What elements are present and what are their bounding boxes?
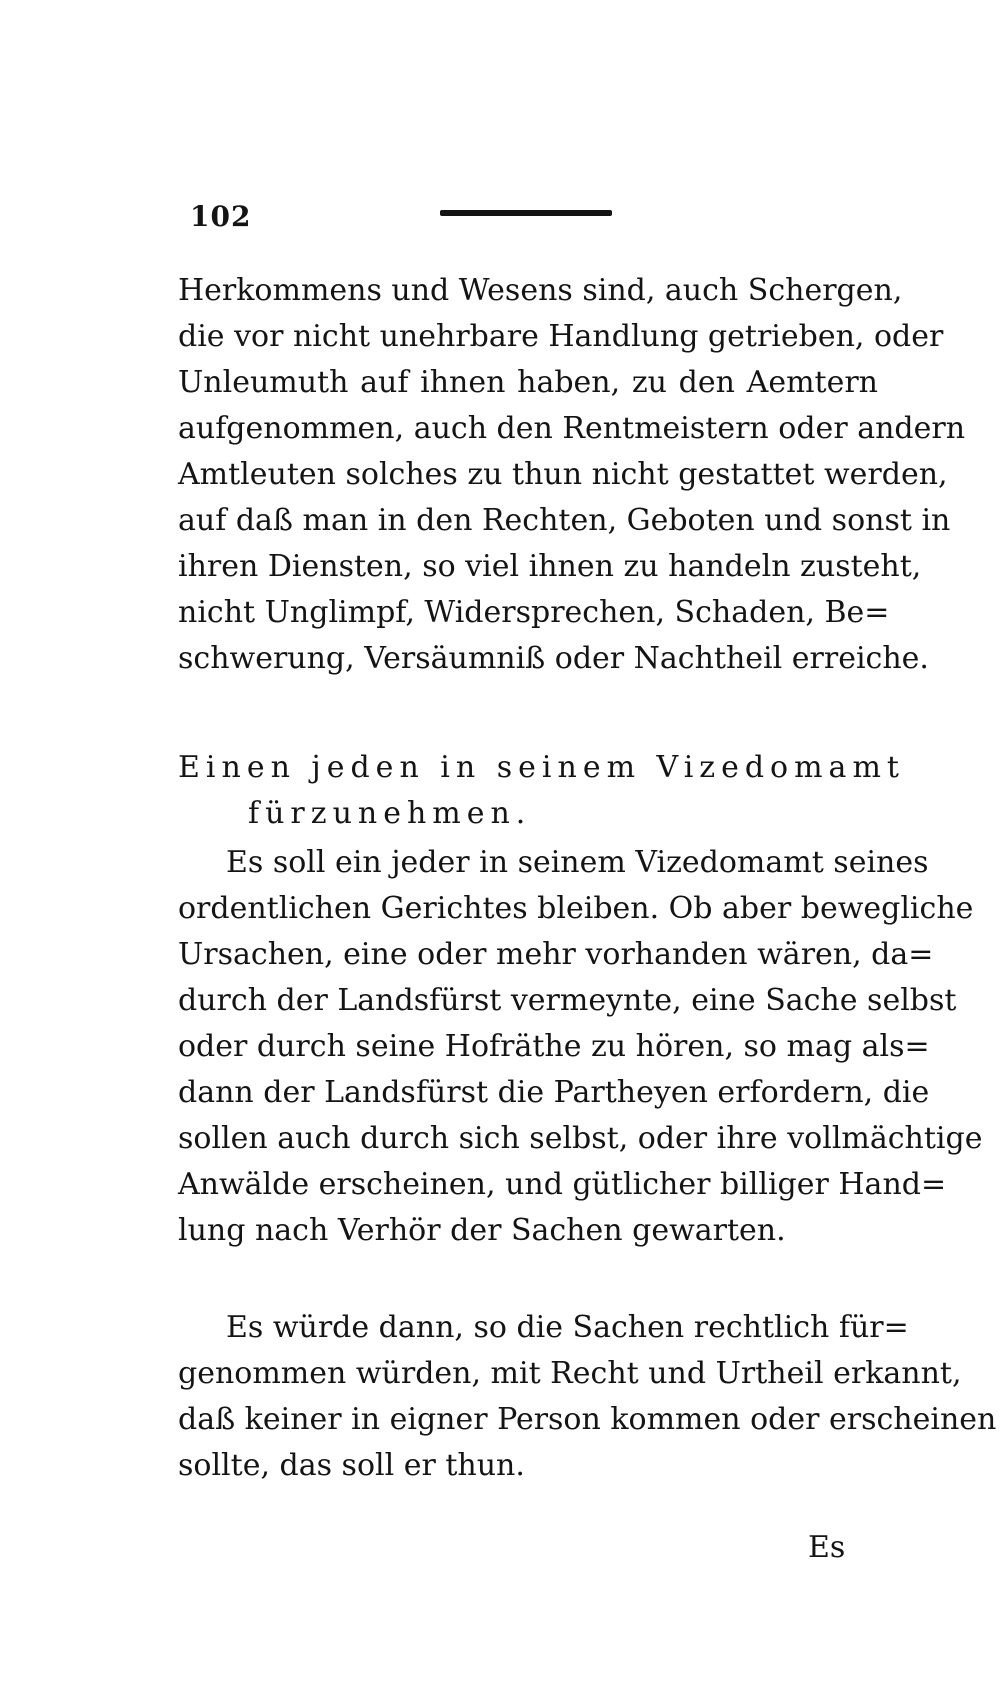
page-number: 102: [190, 200, 252, 233]
text-line: daß keiner in eigner Person kommen oder erscheinen: [178, 1402, 997, 1437]
text-line: auf daß man in den Rechten, Geboten und sonst in: [178, 503, 951, 538]
text-line: oder durch seine Hofräthe zu hören, so mag als=: [178, 1029, 930, 1064]
text-line: sollen auch durch sich selbst, oder ihre vollmächtige: [178, 1121, 983, 1156]
text-line: Es würde dann, so die Sachen rechtlich für=: [226, 1310, 909, 1345]
paragraph-2: [178, 840, 983, 1254]
text-line: dann der Landsfürst die Partheyen erfordern, die: [178, 1075, 930, 1110]
text-line: sollte, das soll er thun.: [178, 1448, 525, 1483]
header-rule: [440, 210, 612, 216]
text-line: Anwälde erscheinen, und gütlicher billiger Hand=: [178, 1167, 947, 1202]
text-line: aufgenommen, auch den Rentmeistern oder andern: [178, 411, 966, 446]
heading-line: fürzunehmen.: [248, 796, 532, 831]
text-line: schwerung, Versäumniß oder Nachtheil erreiche.: [178, 641, 929, 676]
catchword: Es: [808, 1530, 846, 1565]
text-line: genommen würden, mit Recht und Urtheil erkannt,: [178, 1356, 962, 1391]
paragraph-1: [178, 268, 966, 682]
text-line: Es soll ein jeder in seinem Vizedomamt seines: [226, 845, 929, 880]
text-line: nicht Unglimpf, Widersprechen, Schaden, Be=: [178, 595, 890, 630]
section-heading: [178, 745, 905, 837]
heading-line: Einen jeden in seinem Vizedomamt: [178, 750, 905, 785]
paragraph-3: [178, 1305, 997, 1489]
text-line: ordentlichen Gerichtes bleiben. Ob aber bewegliche: [178, 891, 974, 926]
text-line: durch der Landsfürst vermeynte, eine Sache selbst: [178, 983, 957, 1018]
text-line: die vor nicht unehrbare Handlung getrieben, oder: [178, 319, 944, 354]
text-line: Herkommens und Wesens sind, auch Schergen,: [178, 273, 903, 308]
text-line: Ursachen, eine oder mehr vorhanden wären, da=: [178, 937, 934, 972]
text-line: Unleumuth auf ihnen haben, zu den Aemtern: [178, 365, 878, 400]
text-line: lung nach Verhör der Sachen gewarten.: [178, 1213, 786, 1248]
text-line: Amtleuten solches zu thun nicht gestattet werden,: [178, 457, 948, 492]
text-line: ihren Diensten, so viel ihnen zu handeln zusteht,: [178, 549, 922, 584]
